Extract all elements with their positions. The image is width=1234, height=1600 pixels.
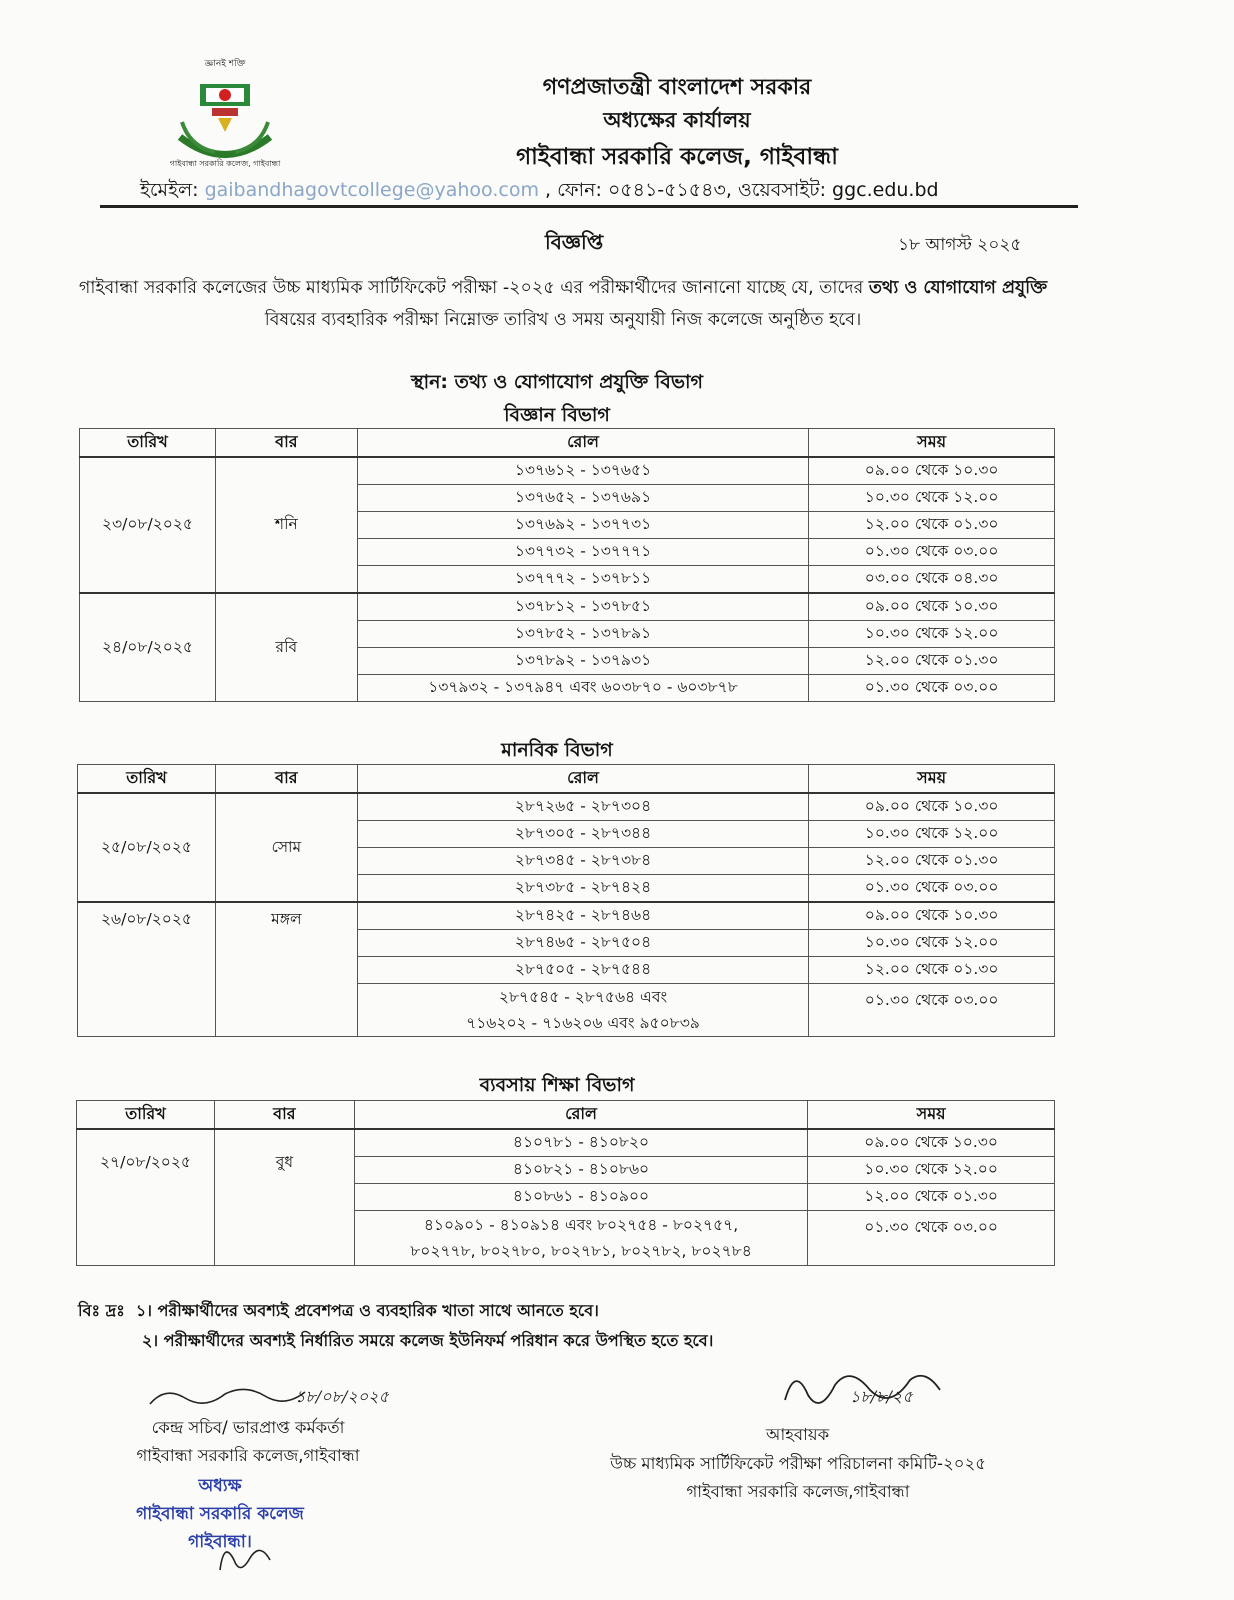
date-cell: ২৩/০৮/২০২৫ — [80, 457, 216, 593]
table-header-row — [77, 1101, 1055, 1130]
time-cell: ০১.৩০ থেকে ০৩.০০ — [809, 984, 1055, 1037]
logo-caption: গাইবান্ধা সরকারি কলেজ, গাইবান্ধা — [169, 159, 281, 168]
college-title: গাইবান্ধা সরকারি কলেজ, গাইবান্ধা — [516, 144, 838, 170]
time-cell: ০১.৩০ থেকে ০৩.০০ — [808, 1211, 1055, 1266]
time-cell: ০৯.০০ থেকে ১০.৩০ — [809, 902, 1055, 930]
col-day: বার — [214, 1101, 354, 1130]
roll-cell: ৪১০৮৬১ - ৪১০৯০০ — [354, 1184, 807, 1211]
email-label: ইমেইল: — [140, 179, 205, 201]
day-cell: মঙ্গল — [215, 902, 357, 1037]
science-schedule-table — [79, 428, 1055, 702]
time-cell: ০৩.০০ থেকে ০৪.৩০ — [809, 566, 1055, 594]
table-row — [77, 1129, 1055, 1157]
roll-cell: ১৩৭৭৩২ - ১৩৭৭৭১ — [357, 539, 808, 566]
col-date: তারিখ — [77, 1101, 215, 1130]
roll-cell: ২৮৭৫০৫ - ২৮৭৫৪৪ — [357, 957, 808, 984]
col-roll: রোল — [357, 765, 808, 794]
time-cell: ০৯.০০ থেকে ১০.৩০ — [808, 1129, 1055, 1157]
roll-line-1: ৪১০৯০১ - ৪১০৯১৪ এবং ৮০২৭৫৪ - ৮০২৭৫৭, — [423, 1216, 739, 1234]
business-title: ব্যবসায় শিক্ষা বিভাগ — [479, 1074, 635, 1096]
principal-stamp — [90, 1472, 350, 1556]
roll-cell — [354, 1211, 807, 1266]
signature-right — [578, 1450, 1018, 1506]
roll-line-2: ৭১৬২০২ - ৭১৬২০৬ এবং ৯৫০৮৩৯ — [466, 1014, 700, 1032]
committee-name: উচ্চ মাধ্যমিক সার্টিফিকেট পরীক্ষা পরিচালনা কমিটি-২০২৫ — [610, 1454, 986, 1473]
time-cell: ০১.৩০ থেকে ০৩.০০ — [809, 675, 1055, 702]
time-cell: ০৯.০০ থেকে ১০.৩০ — [809, 793, 1055, 821]
roll-cell: ২৮৭৩০৫ - ২৮৭৩৪৪ — [357, 821, 808, 848]
roll-cell: ৪১০৮২১ - ৪১০৮৬০ — [354, 1157, 807, 1184]
time-cell: ১২.০০ থেকে ০১.৩০ — [808, 1184, 1055, 1211]
day-cell: রবি — [215, 593, 357, 702]
roll-cell: ১৩৭৭৭২ - ১৩৭৮১১ — [357, 566, 808, 594]
time-cell: ১২.০০ থেকে ০১.৩০ — [809, 848, 1055, 875]
note-1 — [78, 1298, 599, 1325]
phone-website: , ফোন: ০৫৪১-৫১৫৪৩, ওয়েবসাইট: ggc.edu.bd — [538, 179, 939, 201]
col-roll: রোল — [354, 1101, 807, 1130]
note-1-text: ১। পরীক্ষার্থীদের অবশ্যই প্রবেশপত্র ও ব্যবহারিক খাতা সাথে আনতে হবে। — [135, 1301, 599, 1320]
table-row — [80, 457, 1055, 485]
time-cell: ১২.০০ থেকে ০১.৩০ — [809, 648, 1055, 675]
business-schedule-table — [76, 1100, 1055, 1266]
paragraph-part-b: বিষয়ের ব্যবহারিক পরীক্ষা নিম্নোক্ত তারিখ ও সময় অনুযায়ী নিজ কলেজে অনুষ্ঠিত হবে। — [264, 310, 862, 330]
table-header-row — [80, 429, 1055, 458]
roll-cell: ১৩৭৬৫২ - ১৩৭৬৯১ — [357, 485, 808, 512]
day-cell: শনি — [215, 457, 357, 593]
subject-name: তথ্য ও যোগাযোগ প্রযুক্তি — [868, 278, 1048, 298]
time-cell: ০১.৩০ থেকে ০৩.০০ — [809, 875, 1055, 903]
notice-title: বিজ্ঞপ্তি — [545, 230, 604, 254]
signature-right-handwriting — [780, 1360, 970, 1424]
time-cell: ১০.৩০ থেকে ১২.০০ — [809, 485, 1055, 512]
date-cell: ২৭/০৮/২০২৫ — [77, 1129, 215, 1266]
roll-cell: ১৩৭৯৩২ - ১৩৭৯৪৭ এবং ৬০৩৮৭০ - ৬০৩৮৭৮ — [357, 675, 808, 702]
note-2: ২। পরীক্ষার্থীদের অবশ্যই নির্ধারিত সময়ে কলেজ ইউনিফর্ম পরিধান করে উপস্থিত হতে হবে। — [142, 1331, 714, 1350]
col-date: তারিখ — [78, 765, 216, 794]
roll-cell: ১৩৭৮৯২ - ১৩৭৯৩১ — [357, 648, 808, 675]
venue-title: স্থান: তথ্য ও যোগাযোগ প্রযুক্তি বিভাগ — [411, 371, 703, 393]
day-cell: সোম — [215, 793, 357, 902]
science-title: বিজ্ঞান বিভাগ — [504, 404, 610, 426]
stamp-line-1: অধ্যক্ষ — [198, 1476, 242, 1496]
roll-line-1: ২৮৭৫৪৫ - ২৮৭৫৬৪ এবং — [498, 988, 668, 1006]
roll-cell: ১৩৭৮১২ - ১৩৭৮৫১ — [357, 593, 808, 621]
roll-cell: ২৮৭৩৮৫ - ২৮৭৪২৪ — [357, 875, 808, 903]
date-cell: ২৬/০৮/২০২৫ — [78, 902, 216, 1037]
roll-line-2: ৮০২৭৭৮, ৮০২৭৮০, ৮০২৭৮১, ৮০২৭৮২, ৮০২৭৮৪ — [410, 1242, 752, 1260]
roll-cell: ২৮৭৪২৫ - ২৮৭৪৬৪ — [357, 902, 808, 930]
signature-left — [88, 1414, 408, 1470]
roll-cell: ২৮৭৩৪৫ - ২৮৭৩৮৪ — [357, 848, 808, 875]
header-divider — [100, 205, 1078, 208]
time-cell: ১২.০০ থেকে ০১.৩০ — [809, 957, 1055, 984]
col-time: সময় — [809, 765, 1055, 794]
time-cell: ১০.৩০ থেকে ১২.০০ — [809, 621, 1055, 648]
roll-cell: ১৩৭৬৯২ - ১৩৭৭৩১ — [357, 512, 808, 539]
table-row — [80, 593, 1055, 621]
date-cell: ২৪/০৮/২০২৫ — [80, 593, 216, 702]
contact-line — [140, 176, 939, 208]
humanities-title: মানবিক বিভাগ — [501, 739, 613, 761]
day-cell: বুধ — [214, 1129, 354, 1266]
table-row — [78, 793, 1055, 821]
col-roll: রোল — [357, 429, 808, 458]
time-cell: ০১.৩০ থেকে ০৩.০০ — [809, 539, 1055, 566]
time-cell: ০৯.০০ থেকে ১০.৩০ — [809, 457, 1055, 485]
notice-date: ১৮ আগস্ট ২০২৫ — [898, 235, 1022, 255]
table-header-row — [78, 765, 1055, 794]
col-date: তারিখ — [80, 429, 216, 458]
roll-cell: ২৮৭৪৬৫ - ২৮৭৫০৪ — [357, 930, 808, 957]
notice-paragraph — [78, 272, 1048, 336]
time-cell: ১০.৩০ থেকে ১২.০০ — [809, 821, 1055, 848]
notes-label: বিঃ দ্রঃ — [78, 1301, 125, 1320]
date-cell: ২৫/০৮/২০২৫ — [78, 793, 216, 902]
logo-motto: জ্ঞানই শক্তি — [204, 59, 246, 69]
roll-cell: ৪১০৭৮১ - ৪১০৮২০ — [354, 1129, 807, 1157]
col-day: বার — [215, 765, 357, 794]
paragraph-part-a: গাইবান্ধা সরকারি কলেজের উচ্চ মাধ্যমিক সার্টিফিকেট পরীক্ষা -২০২৫ এর পরীক্ষার্থীদের জানানো যাচ্ছে যে, তাদের — [78, 278, 869, 298]
left-signer-role: কেন্দ্র সচিব/ ভারপ্রাপ্ত কর্মকর্তা — [151, 1418, 345, 1437]
time-cell: ১২.০০ থেকে ০১.৩০ — [809, 512, 1055, 539]
table-row — [78, 902, 1055, 930]
email-link[interactable]: gaibandhagovtcollege@yahoo.com — [204, 179, 539, 201]
left-signer-org: গাইবান্ধা সরকারি কলেজ,গাইবান্ধা — [136, 1446, 360, 1465]
right-signer-org: গাইবান্ধা সরকারি কলেজ,গাইবান্ধা — [686, 1482, 910, 1501]
roll-cell: ১৩৭৬১২ - ১৩৭৬৫১ — [357, 457, 808, 485]
government-title: গণপ্রজাতন্ত্রী বাংলাদেশ সরকার — [542, 75, 812, 100]
convener-label: আহবায়ক — [766, 1425, 830, 1444]
time-cell: ০৯.০০ থেকে ১০.৩০ — [809, 593, 1055, 621]
col-time: সময় — [808, 1101, 1055, 1130]
roll-cell: ১৩৭৮৫২ - ১৩৭৮৯১ — [357, 621, 808, 648]
left-sign-date: ১৮/০৮/২০২৫ — [295, 1387, 389, 1406]
time-cell: ১০.৩০ থেকে ১২.০০ — [809, 930, 1055, 957]
stamp-line-3: গাইবান্ধা। — [188, 1532, 252, 1552]
right-sign-date: ১৮/৮/২৫ — [850, 1387, 913, 1406]
roll-cell — [357, 984, 808, 1037]
roll-cell: ২৮৭২৬৫ - ২৮৭৩০৪ — [357, 793, 808, 821]
stamp-line-2: গাইবান্ধা সরকারি কলেজ — [136, 1504, 304, 1524]
col-time: সময় — [809, 429, 1055, 458]
col-day: বার — [215, 429, 357, 458]
office-title: অধ্যক্ষের কার্যালয় — [603, 108, 751, 132]
humanities-schedule-table — [77, 764, 1055, 1037]
time-cell: ১০.৩০ থেকে ১২.০০ — [808, 1157, 1055, 1184]
